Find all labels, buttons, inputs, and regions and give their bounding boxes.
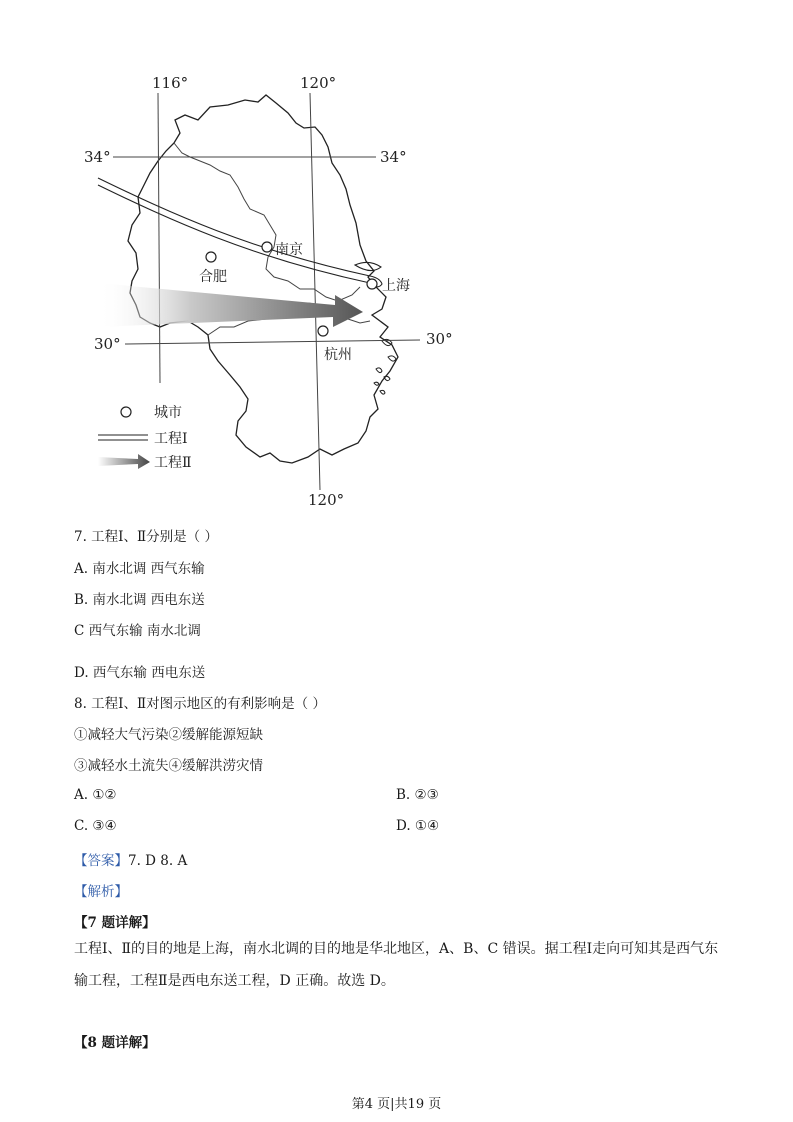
legend-project-2-arrow [98, 454, 150, 469]
detail-8-title: 【8 题详解】 [74, 1035, 156, 1051]
longitude-116-label: 116° [152, 74, 189, 92]
city-nanjing-marker [262, 242, 272, 252]
q8-option-b: B. ②③ [396, 787, 439, 803]
q7-option-a: A. 南水北调 西气东输 [74, 561, 205, 577]
answer-text: 7. D 8. A [128, 853, 188, 869]
detail-7-line-1: 工程Ⅰ、Ⅱ的目的地是上海，南水北调的目的地是华北地区，A、B、C 错误。据工程Ⅰ走向可知其是西气东 [74, 941, 719, 957]
city-hangzhou-label: 杭州 [324, 347, 352, 363]
detail-7-title: 【7 题详解】 [74, 915, 156, 931]
legend-project-1-label: 工程Ⅰ [154, 431, 188, 447]
q8-option-c: C. ③④ [74, 818, 117, 834]
city-hefei-marker [206, 252, 216, 262]
latitude-30-line [125, 340, 420, 344]
q7-option-c: C 西气东输 南水北调 [74, 623, 201, 639]
q8-option-d: D. ①④ [396, 818, 440, 834]
detail-7-line-2: 输工程，工程Ⅱ是西电东送工程，D 正确。故选 D。 [74, 973, 395, 989]
q7-option-d: D. 西气东输 西电东送 [74, 665, 206, 681]
q8-option-a: A. ①② [74, 787, 117, 803]
q7-stem: 7. 工程Ⅰ、Ⅱ分别是（ ） [74, 529, 218, 545]
longitude-120-top-label: 120° [300, 74, 337, 92]
latitude-34-right-label: 34° [380, 148, 407, 166]
longitude-116-line [158, 93, 160, 383]
latitude-30-left-label: 30° [94, 335, 121, 353]
city-shanghai-marker [367, 279, 377, 289]
q8-stem: 8. 工程Ⅰ、Ⅱ对图示地区的有利影响是（ ） [74, 696, 326, 712]
q8-items-1: ①减轻大气污染②缓解能源短缺 [74, 727, 263, 743]
latitude-34-left-label: 34° [84, 148, 111, 166]
legend-city-label: 城市 [154, 405, 182, 421]
q8-items-2: ③减轻水土流失④缓解洪涝灾情 [74, 758, 263, 774]
longitude-120-bottom-label: 120° [308, 491, 345, 509]
legend-project-2-label: 工程Ⅱ [154, 455, 192, 471]
project-1-line [98, 178, 370, 276]
project-2-arrow [98, 283, 363, 327]
map-figure [70, 65, 470, 515]
q7-option-b: B. 南水北调 西电东送 [74, 592, 205, 608]
city-hangzhou-marker [318, 326, 328, 336]
answer-label: 【答案】 [74, 853, 128, 869]
legend-city-marker [121, 407, 131, 417]
city-shanghai-label: 上海 [382, 278, 410, 294]
page-footer: 第4 页|共19 页 [351, 1097, 442, 1112]
city-hefei-label: 合肥 [199, 269, 227, 285]
city-nanjing-label: 南京 [275, 242, 303, 258]
answer-line [74, 849, 187, 869]
latitude-30-right-label: 30° [426, 330, 453, 348]
analysis-label: 【解析】 [74, 884, 128, 900]
